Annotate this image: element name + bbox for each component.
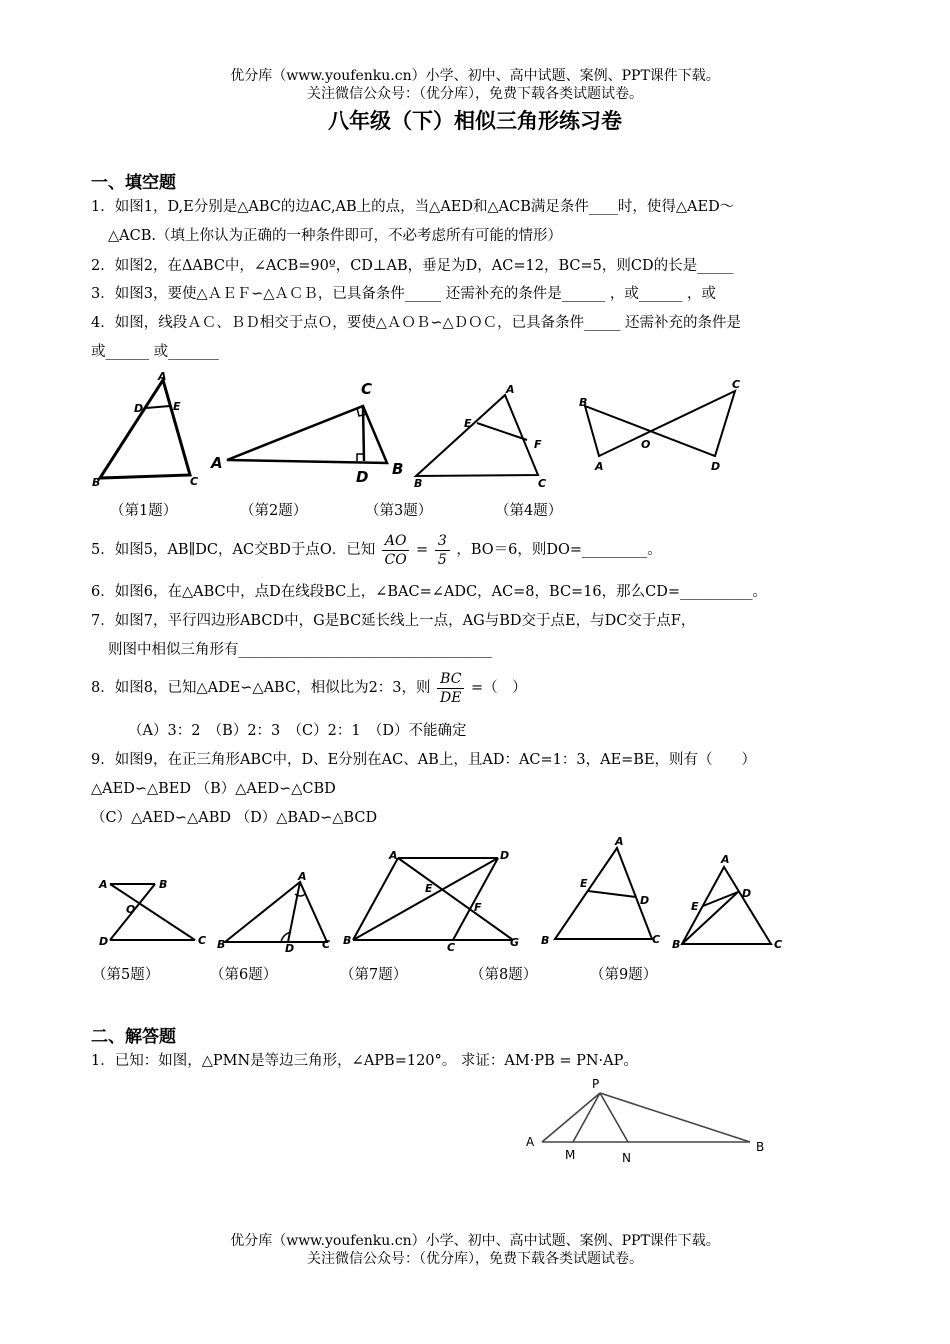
figure-4 <box>575 378 750 473</box>
fig2-label-b: B <box>392 460 404 478</box>
question-2: 2．如图2，在ΔABC中，∠ACB=90º，CD⊥AB，垂足为D，AC=12，BC=5，则CD的长是_____ <box>91 258 734 274</box>
q5-frac-den: CO <box>384 551 407 568</box>
fig5-label-o: O <box>126 903 136 916</box>
question-1-line-2: △ACB.（填上你认为正确的一种条件即可，不必考虑所有可能的情形） <box>108 228 562 244</box>
fig6-label-d: D <box>285 942 295 955</box>
question-3: 3．如图3，要使△ＡＥＦ∽△ＡＣＢ，已具备条件_____ 还需补充的条件是______ ，或______ ，或 <box>91 286 716 302</box>
caption-fig-6: （第6题） <box>210 967 278 983</box>
fig4-label-a: A <box>595 460 604 473</box>
caption-fig-5: （第5题） <box>92 967 160 983</box>
fig9-label-c: C <box>774 938 783 951</box>
caption-fig-2: （第2题） <box>240 503 308 519</box>
question-1-line-1: 1．如图1，D,E分别是△ABC的边AC,AB上的点，当△AED和△ACB满足条件____时，使得△AED～ <box>91 199 735 215</box>
caption-fig-1: （第1题） <box>110 503 178 519</box>
question-7-line-1: 7．如图7，平行四边形ABCD中，G是BC延长线上一点，AG与BD交于点E，与DC交于点F， <box>91 613 696 629</box>
q5-frac2-den: 5 <box>437 551 447 568</box>
question-9-line-2: △AED∽△BED （B）△AED∽△CBD <box>91 781 336 797</box>
q5-prefix: 5．如图5，AB∥DC，AC交BD于点O．已知 <box>91 542 376 558</box>
fig1-label-d: D <box>134 402 144 415</box>
section-1-heading: 一、填空题 <box>91 173 176 193</box>
fig1-label-a: A <box>158 370 167 383</box>
q8-fraction <box>437 670 464 707</box>
figure-9 <box>672 852 787 952</box>
q8-frac-num: BC <box>437 670 464 689</box>
fig-proof-label-m: M <box>565 1148 576 1162</box>
fig9-label-b: B <box>672 938 681 951</box>
answer-question-1: 1．已知：如图，△PMN是等边三角形，∠APB=120°。 求证：AM·PB = PN·AP。 <box>91 1053 638 1069</box>
question-4-line-2: 或______ 或_______ <box>91 344 219 360</box>
fig4-label-b: B <box>579 396 588 409</box>
fig5-label-c: C <box>198 934 207 947</box>
fig9-label-e: E <box>691 900 699 913</box>
fig9-label-a: A <box>721 853 730 866</box>
fig7-label-g: G <box>510 936 520 949</box>
fig7-label-c: C <box>447 941 456 954</box>
fig7-label-a: A <box>389 849 398 862</box>
fig3-label-e: E <box>464 417 472 430</box>
question-7-line-2: 则图中相似三角形有___________________________________ <box>108 642 493 658</box>
fig6-label-b: B <box>217 938 226 951</box>
fig4-label-o: O <box>641 438 651 451</box>
fig7-label-e: E <box>425 882 433 895</box>
q5-eq: = <box>416 542 429 558</box>
figure-proof <box>520 1075 775 1170</box>
figure-3 <box>410 380 560 490</box>
caption-fig-8: （第8题） <box>470 967 538 983</box>
fig-proof-label-p: P <box>592 1077 600 1091</box>
fig5-label-d: D <box>99 935 109 948</box>
question-5 <box>91 528 871 572</box>
fig2-label-a: A <box>211 454 223 472</box>
header-line-2: 关注微信公众号：（优分库），免费下载各类试题试卷。 <box>307 86 643 102</box>
fig7-label-f: F <box>474 901 482 914</box>
fig1-label-b: B <box>92 476 101 489</box>
question-8-options: （A）3：2 （B）2：3 （C）2：1 （D）不能确定 <box>128 723 467 739</box>
figure-5 <box>95 872 210 952</box>
caption-fig-7: （第7题） <box>340 967 408 983</box>
fig7-label-b: B <box>343 934 352 947</box>
figure-6 <box>215 870 340 955</box>
q5-fraction-2 <box>435 532 450 569</box>
fig4-label-c: C <box>732 378 741 391</box>
fig8-label-e: E <box>580 877 588 890</box>
fig3-label-a: A <box>506 383 515 396</box>
q8-suffix: =（ ） <box>471 680 527 696</box>
footer-line-2: 关注微信公众号：（优分库），免费下载各类试题试卷。 <box>307 1251 643 1267</box>
fig8-label-a: A <box>615 835 624 848</box>
fig3-label-b: B <box>414 477 423 490</box>
q5-frac-num: AO <box>382 532 410 551</box>
question-9-line-1: 9．如图9，在正三角形ABC中，D、E分别在AC、AB上，且AD：AC=1：3，AE=BE，则有（ ） <box>91 752 757 768</box>
fig-proof-label-n: N <box>622 1151 631 1165</box>
caption-fig-3: （第3题） <box>365 503 433 519</box>
figure-7 <box>343 850 523 955</box>
fig9-label-d: D <box>742 887 752 900</box>
fig7-label-d: D <box>500 849 510 862</box>
q8-prefix: 8．如图8，已知△ADE∽△ABC，相似比为2：3，则 <box>91 680 431 696</box>
question-4-line-1: 4．如图，线段ＡＣ、ＢＤ相交于点Ｏ，要使△ＡＯＢ∽△ＤＯＣ，已具备条件_____ 还需补充的条件是 <box>91 315 742 331</box>
question-8 <box>91 666 871 710</box>
question-9-line-3: （C）△AED∽△ABD （D）△BAD∽△BCD <box>91 810 378 826</box>
question-6: 6．如图6，在△ABC中，点D在线段BC上，∠BAC=∠ADC，AC=8，BC=16，那么CD=__________。 <box>91 584 768 600</box>
q5-suffix: ，BO＝6，则DO=_________。 <box>456 542 662 558</box>
fig5-label-a: A <box>99 878 108 891</box>
fig4-label-d: D <box>711 460 721 473</box>
fig8-label-c: C <box>652 933 661 946</box>
fig6-label-c: C <box>322 938 331 951</box>
fig3-label-f: F <box>534 438 542 451</box>
section-2-heading: 二、解答题 <box>91 1027 176 1047</box>
fig3-label-c: C <box>538 477 547 490</box>
fig-proof-label-b: B <box>756 1140 765 1154</box>
fig6-label-a: A <box>298 870 307 883</box>
page-title: 八年级（下）相似三角形练习卷 <box>328 109 622 133</box>
fig8-label-d: D <box>640 894 650 907</box>
footer-line-1: 优分库（www.youfenku.cn）小学、初中、高中试题、案例、PPT课件下载。 <box>230 1233 720 1249</box>
fig1-label-c: C <box>190 475 199 488</box>
q5-frac2-num: 3 <box>435 532 450 551</box>
fig-proof-label-a: A <box>526 1135 535 1149</box>
fig1-label-e: E <box>173 400 181 413</box>
q5-fraction <box>382 532 410 569</box>
figure-1 <box>90 372 200 487</box>
fig2-label-c: C <box>361 380 373 398</box>
q8-frac-den: DE <box>440 689 462 706</box>
caption-fig-9: （第9题） <box>590 967 658 983</box>
fig5-label-b: B <box>159 878 168 891</box>
figure-2 <box>205 376 410 486</box>
caption-fig-4: （第4题） <box>495 503 563 519</box>
fig8-label-b: B <box>541 934 550 947</box>
header-line-1: 优分库（www.youfenku.cn）小学、初中、高中试题、案例、PPT课件下载。 <box>230 68 720 84</box>
figure-8 <box>540 834 665 949</box>
fig2-label-d: D <box>356 468 369 486</box>
